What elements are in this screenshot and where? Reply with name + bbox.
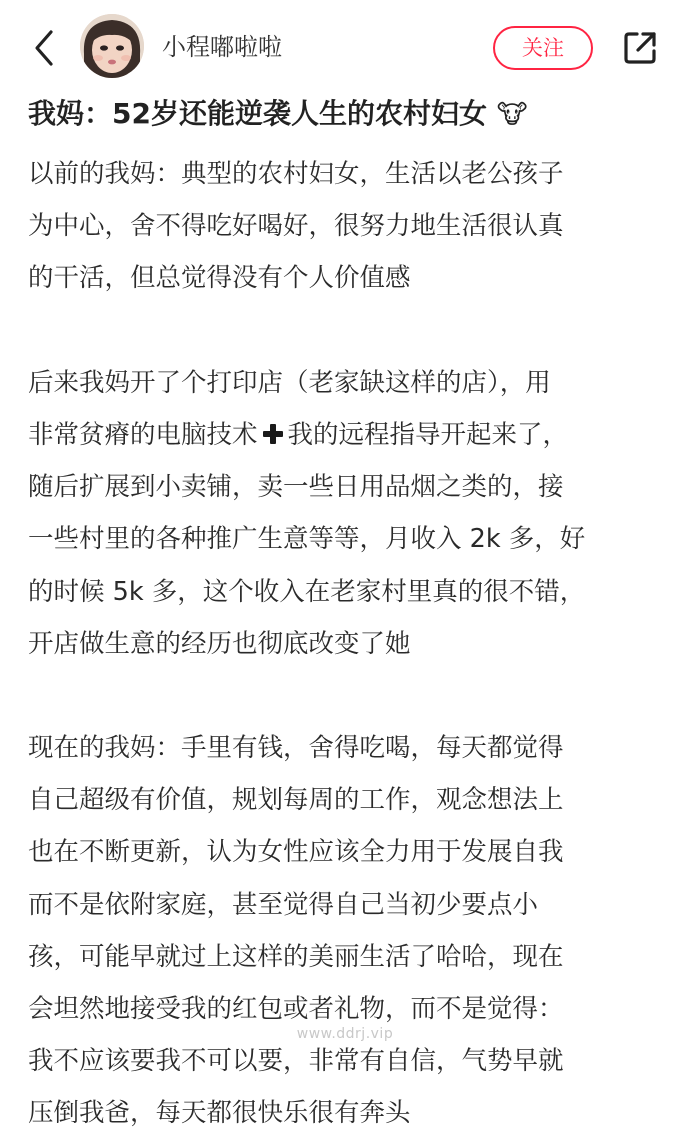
avatar-image <box>80 14 144 78</box>
text-line: 而不是依附家庭，甚至觉得自己当初少要点小 <box>28 889 539 920</box>
cow-emoji-icon: 🐮 <box>496 100 528 130</box>
text-line: 会坦然地接受我的红包或者礼物，而不是觉得： <box>28 994 564 1024</box>
text-line: 随后扩展到小卖铺，卖一些日用品烟之类的，接 <box>28 472 564 503</box>
text-line: 的干活，但总觉得没有个人价值感 <box>28 263 411 294</box>
text-segment: 非常贫瘠的电脑技术 <box>28 419 258 450</box>
text-line: 一些村里的各种推广生意等等，月收入 2k 多，好 <box>28 524 586 555</box>
paragraph-spacer <box>28 670 668 722</box>
heavy-plus-icon <box>262 423 284 445</box>
text-line: 也在不断更新，认为女性应该全力用于发展自我 <box>28 837 564 868</box>
text-segment: 我的远程指导开起来了， <box>287 419 569 450</box>
paragraph-before <box>28 148 668 305</box>
paragraph-later <box>28 357 668 670</box>
text-line: 以前的我妈：典型的农村妇女，生活以老公孩子 <box>28 159 564 189</box>
watermark: www.ddrj.vip <box>296 1026 394 1042</box>
text-line: 的时候 5k 多，这个收入在老家村里真的很不错， <box>28 576 586 607</box>
text-line: 压倒我爸，每天都很快乐很有奔头 <box>28 1098 411 1129</box>
back-button[interactable] <box>24 24 64 72</box>
share-external-icon <box>621 29 659 67</box>
text-line: 开店做生意的经历也彻底改变了她 <box>28 628 411 659</box>
chevron-left-icon <box>32 29 56 67</box>
text-line: 后来我妈开了个打印店（老家缺这样的店），用 <box>28 367 551 398</box>
post-header <box>0 0 690 96</box>
username[interactable]: 小程嘟啦啦 <box>162 33 282 61</box>
post-content <box>28 148 668 1140</box>
avatar[interactable] <box>80 14 144 78</box>
text-line: 现在的我妈：手里有钱，舍得吃喝，每天都觉得 <box>28 733 564 764</box>
post-title-text: 我妈：52岁还能逆袭人生的农村妇女 <box>28 97 487 130</box>
paragraph-now <box>28 722 668 1140</box>
share-button[interactable] <box>618 26 662 70</box>
paragraph-spacer <box>28 305 668 357</box>
text-line <box>28 409 668 461</box>
text-line: 我不应该要我不可以要，非常有自信，气势早就 <box>28 1046 564 1077</box>
post-title <box>28 92 668 137</box>
text-line: 自己超级有价值，规划每周的工作，观念想法上 <box>28 785 564 816</box>
text-line: 为中心，舍不得吃好喝好，很努力地生活很认真 <box>28 211 564 242</box>
follow-button[interactable]: 关注 <box>493 26 593 70</box>
text-line: 孩，可能早就过上这样的美丽生活了哈哈，现在 <box>28 941 564 972</box>
